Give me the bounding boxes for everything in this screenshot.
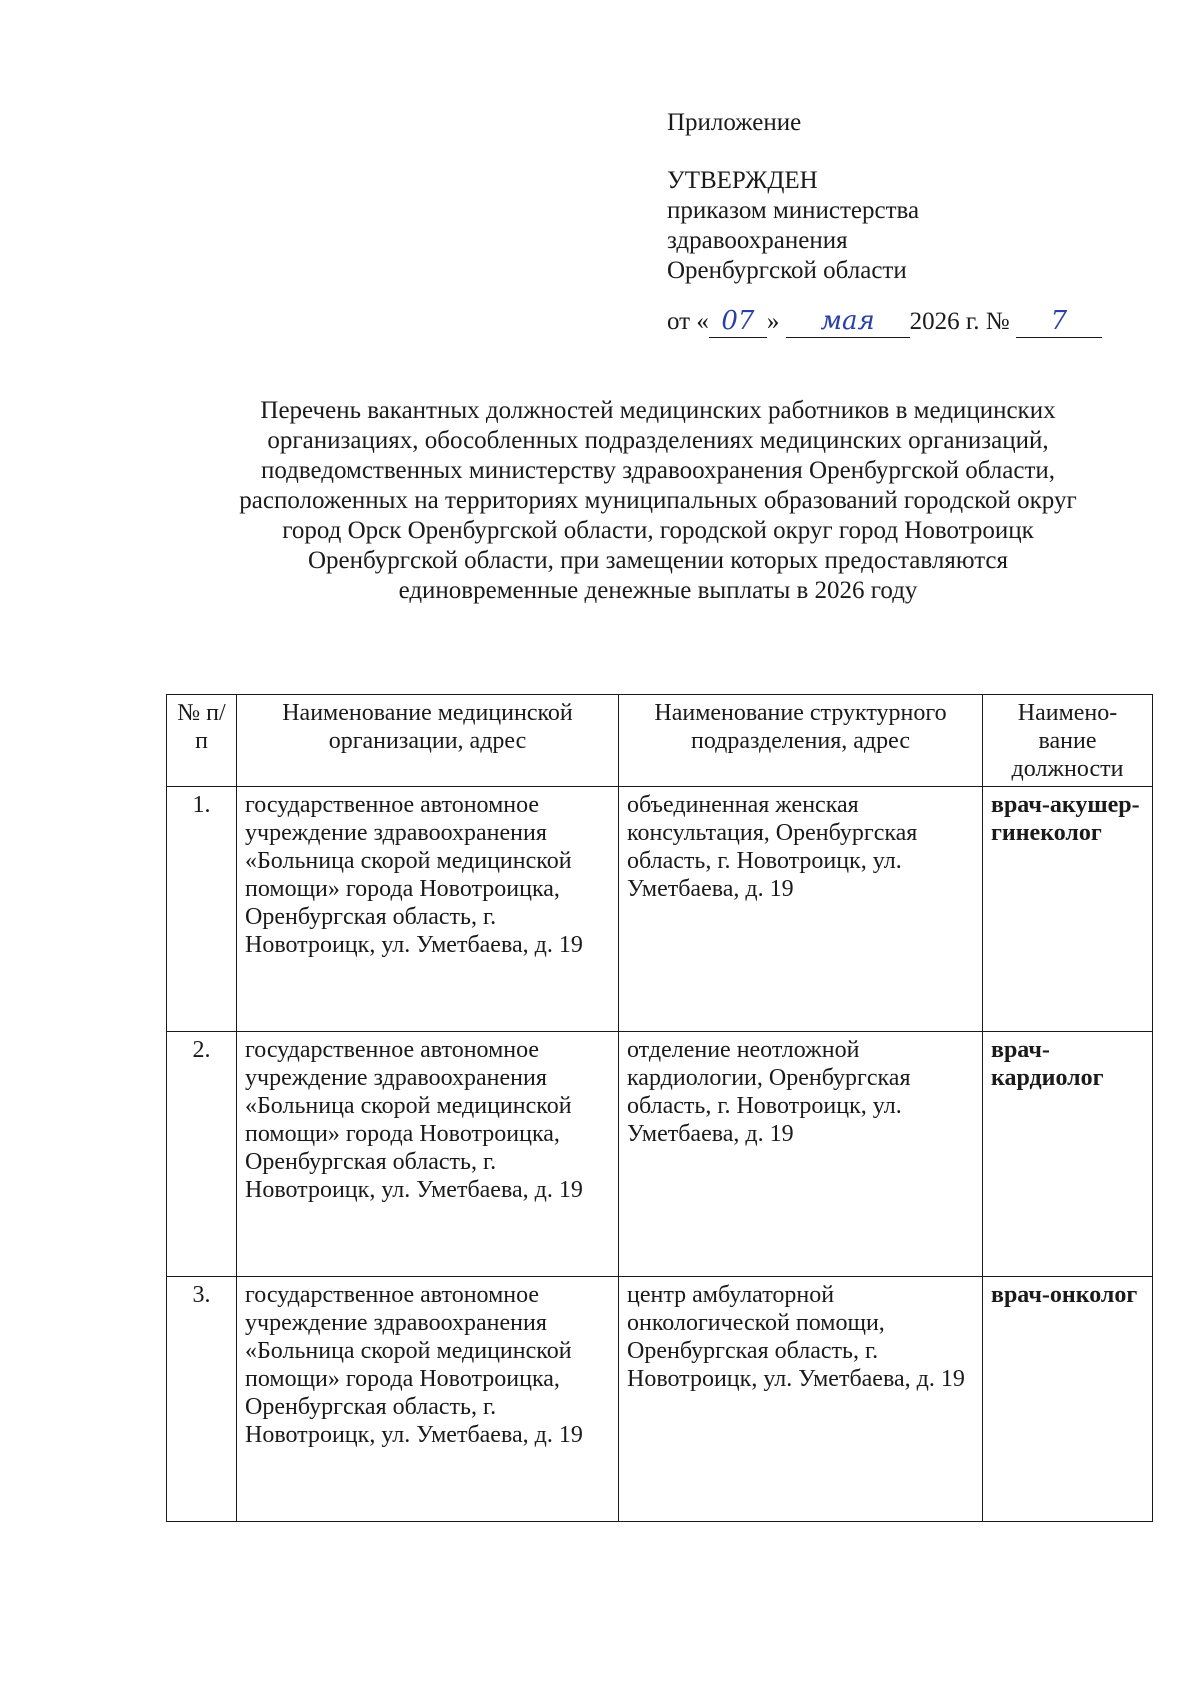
date-prefix: от « <box>667 308 709 335</box>
handwritten-number: 7 <box>1050 306 1068 336</box>
table-row <box>167 1277 1153 1522</box>
header-department: Наименование структурного подразделения, адрес <box>619 695 983 787</box>
row-number: 2. <box>167 1032 237 1277</box>
row-department: центр амбулаторной онкологической помощи, Оренбургская область, г. Новотроицк, ул. Уметбаева, д. 19 <box>619 1277 983 1522</box>
table-header-row <box>167 695 1153 787</box>
row-organization: государственное автономное учреждение здравоохранения «Больница скорой медицинской помощи» города Новотроицка, Оренбургская область, г. Новотроицк, ул. Уметбаева, д. 19 <box>237 1277 619 1522</box>
order-date-line <box>667 306 1102 338</box>
table-row <box>167 1032 1153 1277</box>
document-title: Перечень вакантных должностей медицинских работников в медицинских организациях, обособленных подразделениях медицинских организаций, подведомственных министерству здравоохранения Оренбургской области, расположенных на территориях муниципальных образований городской округ город Орск Оренбургской области, городской округ город Новотроицк Оренбургской области, при замещении которых предоставляются единовременные денежные выплаты в 2026 году <box>239 397 1077 604</box>
row-number: 3. <box>167 1277 237 1522</box>
row-organization: государственное автономное учреждение здравоохранения «Больница скорой медицинской помощи» города Новотроицка, Оренбургская область, г. Новотроицк, ул. Уметбаева, д. 19 <box>237 1032 619 1277</box>
month-field <box>786 306 910 338</box>
handwritten-day: 07 <box>721 306 755 336</box>
handwritten-month: мая <box>820 306 875 336</box>
row-position: врач-онколог <box>983 1277 1153 1522</box>
header-organization: Наименование медицинской организации, адрес <box>237 695 619 787</box>
table-row <box>167 787 1153 1032</box>
row-position: врач-кардиолог <box>983 1032 1153 1277</box>
row-organization: государственное автономное учреждение здравоохранения «Больница скорой медицинской помощи» города Новотроицка, Оренбургская область, г. Новотроицк, ул. Уметбаева, д. 19 <box>237 787 619 1032</box>
row-department: объединенная женская консультация, Оренбургская область, г. Новотроицк, ул. Уметбаева, д. 19 <box>619 787 983 1032</box>
header-number: № п/п <box>167 695 237 787</box>
day-field <box>709 306 767 338</box>
number-field <box>1016 306 1102 338</box>
row-number: 1. <box>167 787 237 1032</box>
row-department: отделение неотложной кардиологии, Оренбургская область, г. Новотроицк, ул. Уметбаева, д. 19 <box>619 1032 983 1277</box>
vacancies-table <box>166 694 1153 1522</box>
order-line-1: приказом министерства <box>667 197 920 224</box>
header-position: Наимено-вание должности <box>983 695 1153 787</box>
date-close: » <box>766 308 780 335</box>
order-line-3: Оренбургской области <box>667 257 907 284</box>
row-position: врач-акушер-гинеколог <box>983 787 1153 1032</box>
approval-block <box>667 108 1102 338</box>
appendix-label: Приложение <box>667 109 802 136</box>
order-line-2: здравоохранения <box>667 227 848 254</box>
year-text: 2026 г. № <box>909 308 1010 335</box>
approved-label: УТВЕРЖДЕН <box>667 167 818 194</box>
